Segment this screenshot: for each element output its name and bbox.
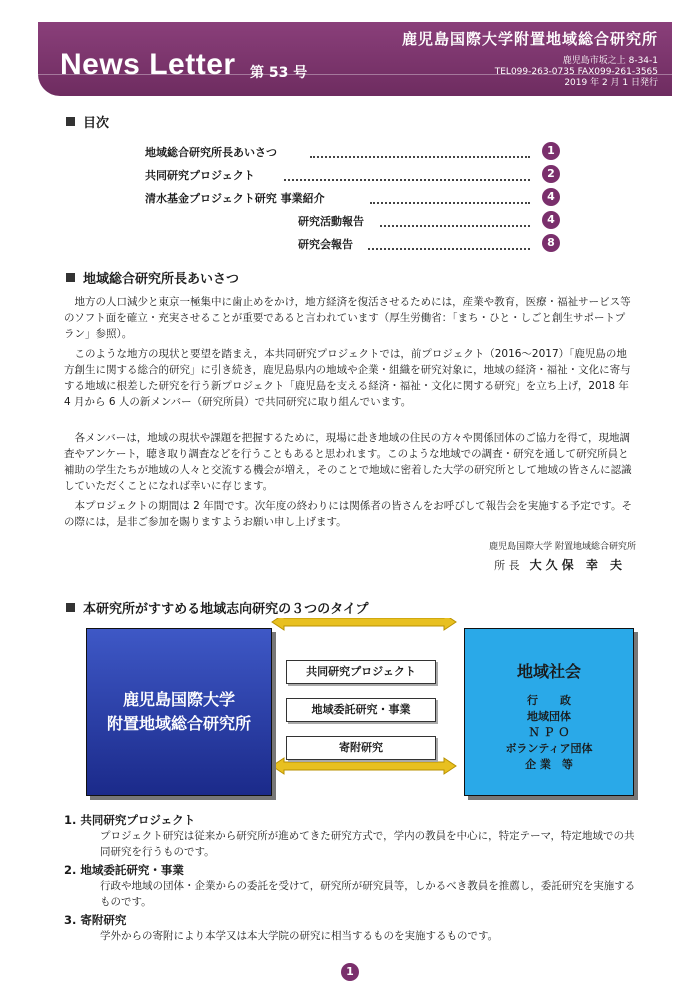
toc-item[interactable] [0, 190, 700, 206]
institute-name-line1: 鹿児島国際大学 [122, 690, 235, 709]
organization-name: 鹿児島国際大学附置地域総合研究所 [401, 30, 658, 48]
greeting-paragraph: このような地方の現状と要望を踏まえ，本共同研究プロジェクトでは，前プロジェクト（2016～2017）「鹿児島の地方創生に関する総合的研究」に引き続き，鹿児島県内の地域や企業・組織を研究対象に，地域の経済・福祉・文化に寄与する地域に根差した研究を行う新プロジェクト「鹿児島を支える経済・福祉・文化に関する研究」を立ち上げ，2018 年 4 月から 6 人の新メンバー（研究所員）で共同研究に取り組んでいます。 [64, 348, 631, 408]
institute-box [86, 628, 272, 796]
toc-page-badge: 2 [542, 165, 560, 183]
toc-page-badge: 8 [542, 234, 560, 252]
newsletter-header [38, 22, 672, 96]
newsletter-title: News Letter [60, 48, 236, 81]
toc-item-label: 清水基金プロジェクト研究 事業紹介 [145, 192, 325, 205]
greeting-paragraph: 地方の人口減少と東京一極集中に歯止めをかけ，地方経済を復活させるためには，産業や教育，医療・福祉サービス等のソフト面を確立・充実させることが重要であると言われています（厚生労働省：「まち・ひと・しごと創生サポートプラン」参照）。 [64, 296, 631, 340]
leader-dots [380, 215, 530, 227]
toc-heading: 目次 [66, 112, 109, 131]
double-arrow-icon [272, 758, 456, 774]
type-box: 地域委託研究・事業 [286, 698, 436, 722]
leader-dots [370, 192, 530, 204]
toc-item[interactable] [0, 236, 700, 252]
greeting-heading: 地域総合研究所長あいさつ [66, 268, 239, 287]
square-bullet-icon [66, 117, 75, 126]
page-number-badge: 1 [341, 963, 359, 981]
list-title: 2. 地域委託研究・事業 [64, 863, 184, 877]
community-box [464, 628, 634, 796]
greeting-paragraph: 本プロジェクトの期間は 2 年間です。次年度の終わりには関係者の皆さんをお呼びして報告会を実施する予定です。その際には，是非ご参加を賜りますようお願い申し上げます。 [64, 500, 632, 528]
list-body: 行政や地域の団体・企業からの委託を受けて，研究所が研究員等，しかるべき教員を推薦し，委託研究を実施するものです。 [100, 880, 636, 908]
toc-item-label: 共同研究プロジェクト [145, 169, 255, 182]
types-heading: 本研究所がすすめる地域志向研究の３つのタイプ [66, 598, 368, 617]
square-bullet-icon [66, 603, 75, 612]
community-item: ボランティア団体 [505, 742, 593, 755]
research-types-diagram [86, 618, 638, 798]
list-title: 3. 寄附研究 [64, 913, 127, 927]
toc-item[interactable] [0, 167, 700, 183]
type-box: 寄附研究 [286, 736, 436, 760]
toc-item-label: 研究会報告 [298, 238, 353, 251]
greeting-paragraph: 各メンバーは，地域の現状や課題を把握するために，現場に赴き地域の住民の方々や関係団体のご協力を得て，現地調査やアンケート，聴き取り調査などを行うこともあると思われます。このような地域での調査・研究を通して研究所員と補助の学生たちが地域の人々と交流する機会が増え，そのことで地域に密着した大学の研究所として地域の皆さんに認識していただくことになれば幸いに存じます。 [64, 432, 632, 492]
toc-item[interactable] [0, 213, 700, 229]
toc-item[interactable] [0, 144, 700, 160]
toc-item-label: 地域総合研究所長あいさつ [145, 146, 277, 159]
double-arrow-icon [272, 618, 456, 630]
leader-dots [284, 169, 530, 181]
community-items [465, 693, 633, 773]
leader-dots [310, 146, 530, 158]
toc-page-badge: 1 [542, 142, 560, 160]
community-item: Ｎ Ｐ Ｏ [528, 726, 570, 739]
issue-number: 第 53 号 [250, 65, 308, 81]
community-item: 行 政 [527, 694, 571, 707]
list-title: 1. 共同研究プロジェクト [64, 813, 196, 827]
phone-fax: TEL099-263-0735 FAX099-261-3565 [494, 67, 658, 77]
list-body: 学外からの寄附により本学又は本大学院の研究に相当するものを実施するものです。 [100, 930, 499, 942]
issue-date: 2019 年 2 月 1 日発行 [564, 78, 658, 88]
community-item: 企 業 等 [525, 758, 573, 771]
signature [494, 556, 626, 573]
toc-page-badge: 4 [542, 188, 560, 206]
toc-item-label: 研究活動報告 [298, 215, 364, 228]
community-item: 地域団体 [527, 710, 571, 723]
contact-info [495, 56, 658, 89]
institute-name-line2: 附置地域総合研究所 [106, 714, 251, 733]
signature-name: 大久保 幸 夫 [529, 558, 626, 572]
community-title: 地域社会 [516, 662, 581, 681]
address: 鹿児島市坂之上 8-34-1 [562, 56, 658, 66]
square-bullet-icon [66, 273, 75, 282]
signature-org: 鹿児島国際大学 附置地域総合研究所 [489, 542, 636, 552]
type-box: 共同研究プロジェクト [286, 660, 436, 684]
leader-dots [368, 238, 530, 250]
list-body: プロジェクト研究は従来から研究所が進めてきた研究方式で，学内の教員を中心に，特定テーマ，特定地域での共同研究を行うものです。 [100, 830, 635, 858]
signature-title: 所 長 [494, 559, 520, 572]
toc-page-badge: 4 [542, 211, 560, 229]
